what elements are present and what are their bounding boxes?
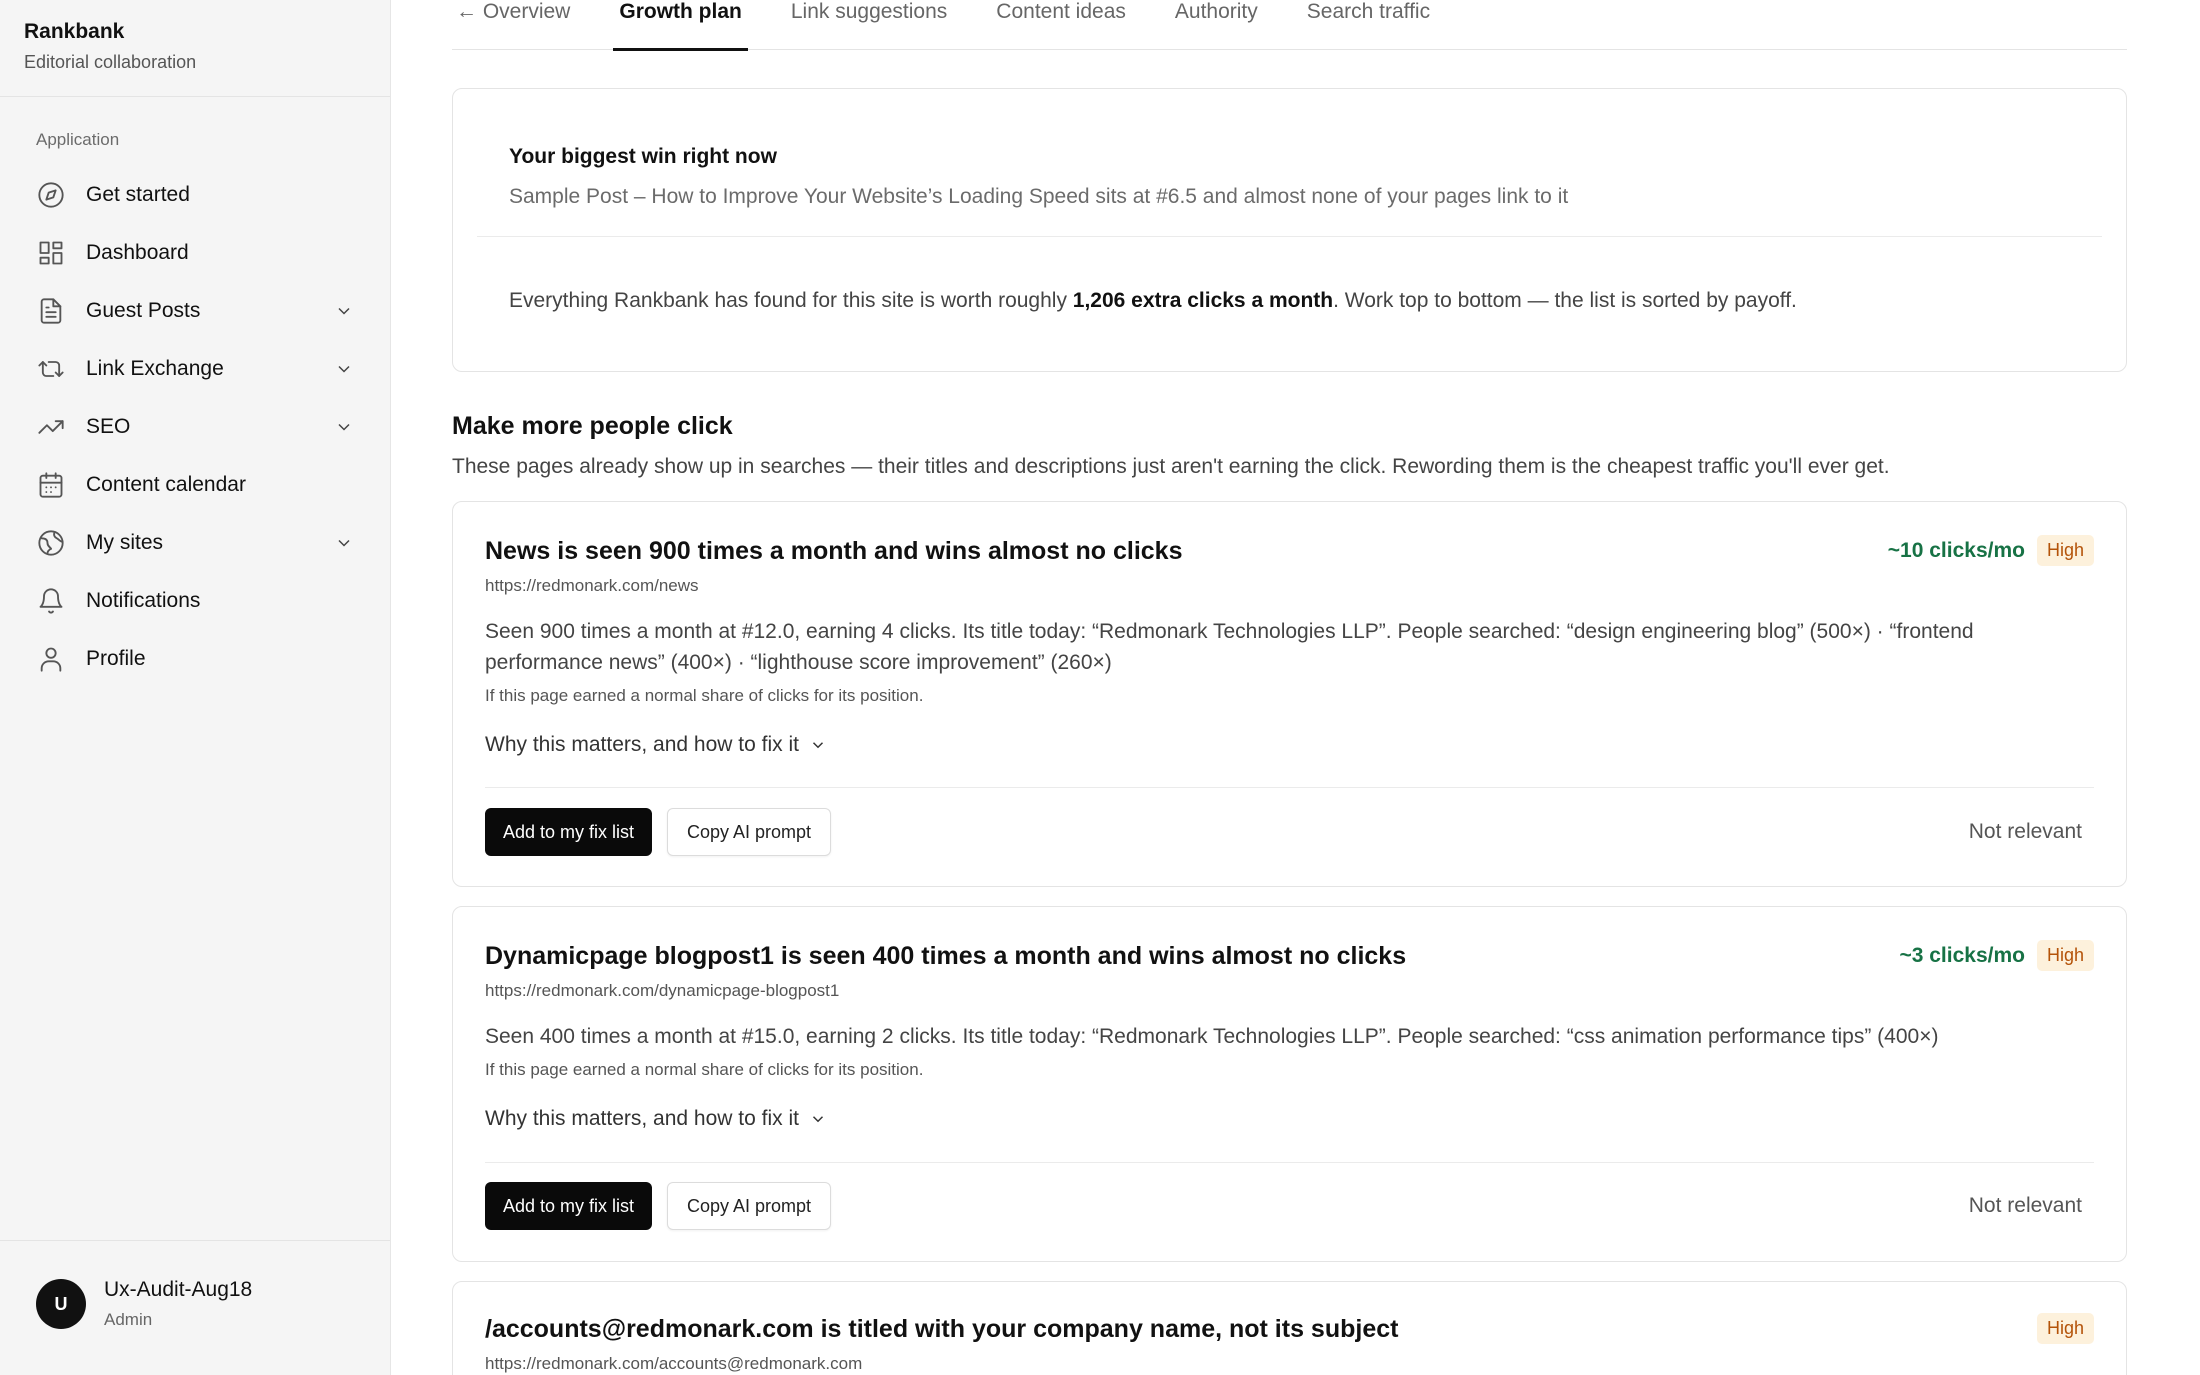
estimated-clicks: ~3 clicks/mo [1899, 943, 2025, 967]
card-metric [2037, 1313, 2094, 1344]
why-label: Why this matters, and how to fix it [485, 1107, 799, 1130]
priority-badge: High [2037, 940, 2094, 971]
biggest-win-title: Your biggest win right now [509, 145, 777, 168]
summary-prefix: Everything Rankbank has found for this site is worth roughly [509, 289, 1073, 312]
why-disclosure[interactable] [485, 1107, 827, 1131]
sidebar-item-label: Content calendar [86, 473, 246, 496]
sidebar-item-profile[interactable] [0, 630, 390, 688]
section-description: These pages already show up in searches — their titles and descriptions just aren't earning the click. Rewording them is the cheapest traffic you'll ever get. [452, 455, 1890, 478]
not-relevant-button[interactable]: Not relevant [1968, 820, 2082, 843]
card-metric [1899, 940, 2094, 971]
why-disclosure[interactable] [485, 733, 827, 757]
user-info [104, 1278, 252, 1330]
priority-badge: High [2037, 535, 2094, 566]
tab-bar [452, 0, 2127, 50]
not-relevant-button[interactable]: Not relevant [1968, 1194, 2082, 1217]
dashboard-grid-icon [36, 238, 66, 268]
sidebar-item-seo[interactable] [0, 398, 390, 456]
card-title: News is seen 900 times a month and wins almost no clicks [485, 537, 1183, 565]
app-subtitle: Editorial collaboration [24, 52, 197, 72]
app-name: Rankbank [24, 20, 125, 43]
tab-search-traffic[interactable]: Search traffic [1306, 0, 1431, 23]
sidebar-item-label: My sites [86, 531, 164, 554]
sidebar-item-label: SEO [86, 415, 131, 438]
user-menu[interactable] [36, 1278, 252, 1330]
estimated-clicks: ~10 clicks/mo [1887, 538, 2025, 562]
divider [477, 236, 2102, 237]
sidebar-item-dashboard[interactable] [0, 224, 390, 282]
page-url[interactable]: https://redmonark.com/dynamicpage-blogpost1 [485, 981, 840, 1000]
user-icon [36, 644, 66, 674]
sidebar-item-content-calendar[interactable] [0, 456, 390, 514]
add-to-fix-list-button[interactable]: Add to my fix list [485, 1182, 652, 1230]
copy-ai-prompt-button[interactable]: Copy AI prompt [667, 808, 831, 856]
chevron-down-icon[interactable] [334, 533, 354, 553]
compass-icon [36, 180, 66, 210]
sidebar-item-label: Link Exchange [86, 357, 224, 380]
opportunity-card [452, 1281, 2127, 1375]
opportunity-card [452, 906, 2127, 1262]
card-note: If this page earned a normal share of clicks for its position. [485, 686, 924, 705]
chevron-down-icon[interactable] [334, 359, 354, 379]
chevron-down-icon[interactable] [334, 417, 354, 437]
sidebar-item-get-started[interactable] [0, 166, 390, 224]
biggest-win-card [452, 88, 2127, 372]
main-content [452, 0, 2127, 1373]
card-metric [1888, 535, 2094, 566]
document-icon [36, 296, 66, 326]
page-url[interactable]: https://redmonark.com/news [485, 576, 699, 595]
sidebar-item-label: Dashboard [86, 241, 189, 264]
add-to-fix-list-button[interactable]: Add to my fix list [485, 808, 652, 856]
sidebar-item-notifications[interactable] [0, 572, 390, 630]
sidebar-item-link-exchange[interactable] [0, 340, 390, 398]
tab-authority[interactable]: Authority [1174, 0, 1258, 23]
globe-icon [36, 528, 66, 558]
chevron-down-icon [809, 1110, 827, 1128]
sidebar-divider [0, 96, 390, 97]
trending-up-icon [36, 412, 66, 442]
sidebar-item-label: Guest Posts [86, 299, 201, 322]
divider [485, 1162, 2094, 1163]
brand[interactable] [24, 20, 196, 73]
sidebar-item-label: Get started [86, 183, 190, 206]
repeat-arrows-icon [36, 354, 66, 384]
calendar-icon [36, 470, 66, 500]
chevron-down-icon [809, 736, 827, 754]
section-title: Make more people click [452, 412, 733, 440]
bell-icon [36, 586, 66, 616]
card-note: If this page earned a normal share of clicks for its position. [485, 1060, 924, 1079]
sidebar-item-label: Profile [86, 647, 146, 670]
sidebar-item-my-sites[interactable] [0, 514, 390, 572]
sidebar [0, 0, 391, 1375]
tab-growth-plan[interactable]: Growth plan [619, 0, 742, 50]
sidebar-item-guest-posts[interactable] [0, 282, 390, 340]
sidebar-section-label: Application [36, 130, 120, 149]
user-role: Admin [104, 1310, 153, 1329]
sidebar-item-label: Notifications [86, 589, 201, 612]
avatar: U [36, 1279, 86, 1329]
divider [485, 787, 2094, 788]
page-url[interactable]: https://redmonark.com/accounts@redmonark.com [485, 1354, 863, 1373]
sidebar-footer-divider [0, 1240, 390, 1241]
card-description: Seen 400 times a month at #15.0, earning 2 clicks. Its title today: “Redmonark Technologies LLP”. People searched: “css animation performance tips” (400×) [485, 1025, 1939, 1048]
copy-ai-prompt-button[interactable]: Copy AI prompt [667, 1182, 831, 1230]
card-title: /accounts@redmonark.com is titled with your company name, not its subject [485, 1315, 1399, 1343]
tab-overview[interactable]: ← Overview [456, 0, 571, 23]
opportunity-card [452, 501, 2127, 887]
why-label: Why this matters, and how to fix it [485, 733, 799, 756]
extra-clicks-total: 1,206 extra clicks a month [1072, 289, 1334, 312]
summary-suffix: . Work top to bottom — the list is sorted by payoff. [1333, 289, 1797, 312]
sidebar-nav [0, 166, 390, 688]
opportunity-summary [509, 289, 1797, 313]
biggest-win-description: Sample Post – How to Improve Your Website’s Loading Speed sits at #6.5 and almost none of your pages link to it [509, 185, 1569, 208]
chevron-down-icon[interactable] [334, 301, 354, 321]
card-description: Seen 900 times a month at #12.0, earning 4 clicks. Its title today: “Redmonark Technologies LLP”. People searched: “design engineering blog” (500×) · “frontend performance news” (400×) · “lighthouse score improvement” (260×) [485, 620, 1974, 674]
tab-content-ideas[interactable]: Content ideas [996, 0, 1126, 23]
card-title: Dynamicpage blogpost1 is seen 400 times a month and wins almost no clicks [485, 942, 1407, 970]
priority-badge: High [2037, 1313, 2094, 1344]
user-name: Ux-Audit-Aug18 [104, 1278, 253, 1301]
tab-link-suggestions[interactable]: Link suggestions [790, 0, 948, 23]
